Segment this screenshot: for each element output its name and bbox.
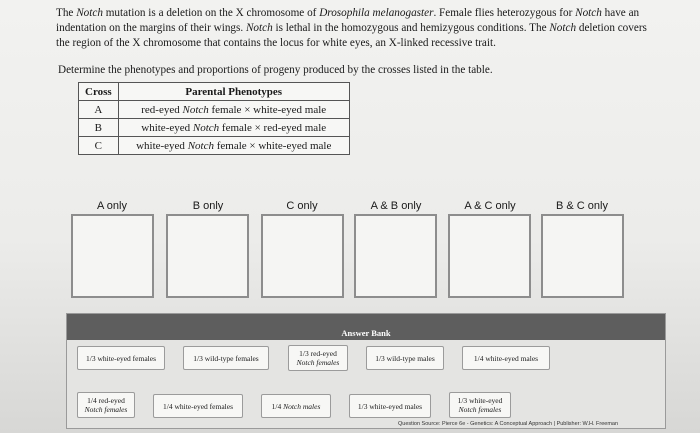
answer-bank [66,313,666,429]
cross-table [78,82,350,155]
drop-target-a-only[interactable] [71,214,154,298]
chip-fraction: 1/4 [271,401,282,411]
answer-bank-title: Answer Bank [67,314,665,340]
intro-text: Drosophila melanogaster [319,7,434,19]
parental-phenotype [118,119,349,137]
phenotype-text: red-eyed [141,103,183,116]
drop-target-a-b-only[interactable] [354,214,437,298]
chip-text: wild-type females [202,353,259,363]
category-label-b-only: B only [192,200,224,212]
chip-fraction: 1/3 [193,353,203,363]
chip-fraction: 1/3 [357,401,368,411]
answer-chip[interactable] [153,394,243,418]
chip-fraction: 1/3 [299,349,309,358]
table-row [79,119,350,137]
phenotype-text: female × red-eyed male [219,121,327,134]
answer-chip[interactable] [349,394,431,418]
answer-chip[interactable] [366,346,444,370]
chip-fraction: 1/3 [86,353,96,363]
drop-target-c-only[interactable] [261,214,344,298]
answer-chip[interactable] [77,346,165,370]
instruction-text: Determine the phenotypes and proportions of progeny produced by the crosses listed in the table. [58,64,493,76]
chip-text: Notch females [84,405,128,414]
chip-text: white-eyed females [172,401,233,411]
phenotype-text: white-eyed [136,139,188,152]
answer-chip[interactable] [288,345,348,371]
chip-text: white-eyed males [367,401,423,411]
intro-text: have an indentation on the margins of their wings. [56,7,640,34]
intro-text: Notch [575,7,602,19]
answer-chip[interactable] [449,392,511,418]
phenotype-text: white-eyed [141,121,193,134]
cross-id: B [79,119,119,137]
intro-text: . Female flies heterozygous for [433,7,576,19]
answer-chip[interactable] [77,392,135,418]
phenotype-text: female × white-eyed male [213,139,332,152]
intro-text: Notch [245,22,273,34]
chip-text: white-eyed males [483,353,539,363]
drop-target-b-c-only[interactable] [541,214,624,298]
intro-text: The [56,7,77,19]
table-row [79,137,350,155]
chip-fraction: 1/4 [473,353,484,363]
phenotype-text: Notch [192,121,220,134]
chip-text: wild-type males [384,353,435,363]
cross-id: A [79,101,119,119]
chip-fraction: 1/4 [87,396,97,405]
category-label-a-c-only: A & C only [464,200,516,212]
table-header-row [79,83,350,101]
table-row [79,101,350,119]
drop-target-b-only[interactable] [166,214,249,298]
category-label-a-b-only: A & B only [370,200,422,212]
phenotype-text: female × white-eyed male [208,103,327,116]
parental-phenotype [118,101,349,119]
answer-chip[interactable] [183,346,269,370]
table-header-phenotypes: Parental Phenotypes [118,83,349,101]
parental-phenotype [118,137,349,155]
chip-text: Notch males [281,401,321,411]
category-label-a-only: A only [97,200,127,212]
answer-chip[interactable] [462,346,550,370]
phenotype-text: Notch [182,103,209,116]
chip-text: red-eyed [96,396,125,405]
intro-text: Notch [76,7,103,19]
chip-text: white-eyed [467,396,503,405]
intro-text: deletion covers the region of the X chromosome that contains the locus for white eyes, an X-linked recessive trait. [56,22,647,49]
category-label-b-c-only: B & C only [556,200,608,212]
intro-text: Notch [549,22,577,34]
chip-fraction: 1/3 [375,353,385,363]
chip-fraction: 1/4 [163,401,173,411]
question-source: Question Source: Pierce 6e - Genetics: A Conceptual Approach | Publisher: W.H. Freeman [398,421,619,427]
intro-text: is lethal in the homozygous and hemizygous conditions. The [272,22,550,34]
category-label-c-only: C only [286,200,318,212]
chip-text: red-eyed [308,349,337,358]
phenotype-text: Notch [187,139,214,152]
drop-target-a-c-only[interactable] [448,214,531,298]
chip-fraction: 1/3 [457,396,468,405]
answer-chip[interactable] [261,394,331,418]
cross-id: C [79,137,119,155]
chip-text: white-eyed females [95,353,156,363]
chip-text: Notch females [458,405,502,414]
intro-text: mutation is a deletion on the X chromosome of [102,7,320,19]
intro-paragraph [56,6,656,51]
table-header-cross: Cross [79,83,119,101]
chip-text: Notch females [296,358,340,367]
